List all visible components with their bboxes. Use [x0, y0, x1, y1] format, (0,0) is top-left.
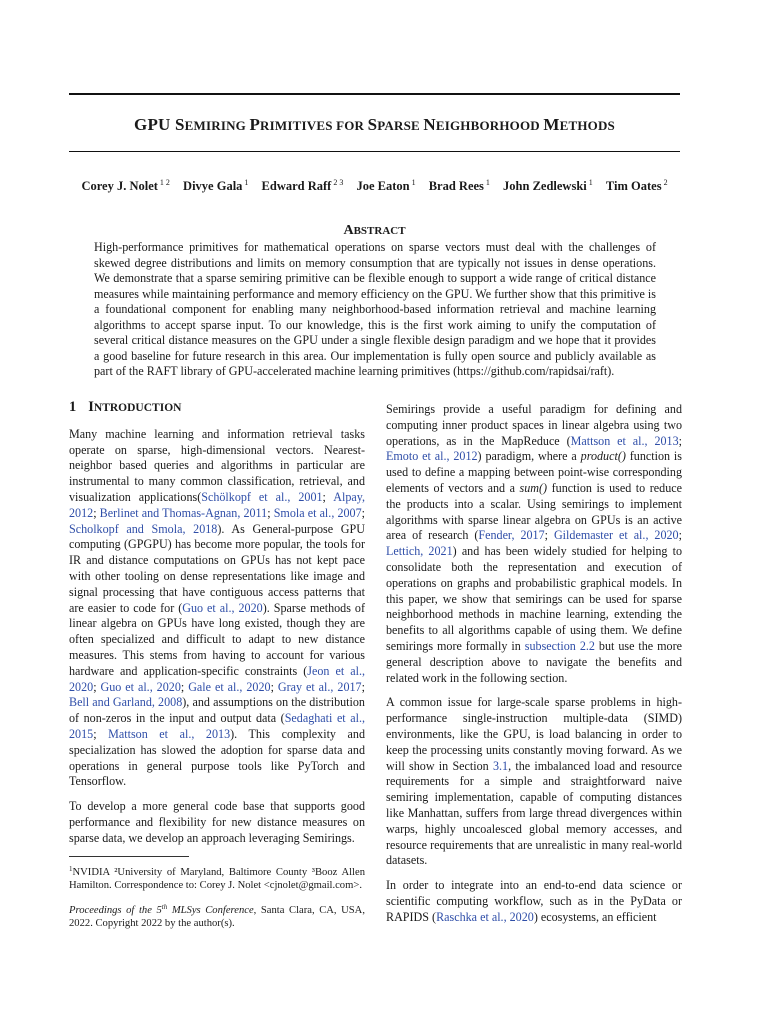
citation-link[interactable]: Mattson et al., 2013: [570, 433, 679, 448]
intro-paragraph: In order to integrate into an end-to-end data science or scientific computing workflow, such as in the PyData or RAPIDS (Raschka et al., 2020) ecosystems, an efficient: [386, 878, 682, 924]
title-rule-top: [69, 93, 680, 95]
abstract-heading: ABSTRACT: [343, 223, 406, 238]
citation-link[interactable]: Lettich, 2021: [386, 544, 453, 559]
section-reference-link[interactable]: 3.1: [492, 758, 509, 773]
citation-link[interactable]: Scholkopf and Smola, 2018: [69, 521, 218, 536]
author: Divye Gala $^1$: [183, 178, 249, 193]
author: John Zedlewski $^1$: [503, 178, 593, 193]
intro-paragraph: Many machine learning and information retrieval tasks operate on sparse, high-dimensional vectors. Nearest-neighbor based queries and algorithms in particular are instrumental to many common classification, retrieval, and visualization applications(Schölkopf et al., 2001; Alpay, 2012; Berlinet and Thomas-Agnan, 2011; Smola et al., 2007; Scholkopf and Smola, 2018). As General-purpose GPU computing (GPGPU) has become more popular, the tools for IR and distance computations on GPUs has not kept pace with other tooling on dense representations like image and signal processing that have contiguous access patterns that are easier to code for (Guo et al., 2020). Sparse methods of linear algebra on GPUs have long existed, though they are often specialized and difficult to adapt to new distance measures. This stems from having to account for various hardware and application-specific constraints (Jeon et al., 2020; Guo et al., 2020; Gale et al., 2020; Gray et al., 2017; Bell and Garland, 2008), and assumptions on the distribution of non-zeros in the input and output data (Sedaghati et al., 2015; Mattson et al., 2013). This complexity and specialization has slowed the adoption for sparse data and operations in general purpose tools like PyTorch and Tensorflow.: [69, 426, 366, 789]
author: Tim Oates $^2$: [605, 178, 668, 193]
citation-link[interactable]: Guo et al., 2020: [100, 679, 181, 694]
citation-link[interactable]: Emoto et al., 2012: [386, 449, 478, 464]
citation-link[interactable]: Alpay, 2012: [69, 489, 366, 520]
intro-paragraph: Semirings provide a useful paradigm for defining and computing inner product spaces in linear algebra using two operations, as in the MapReduce (Mattson et al., 2013; Emoto et al., 2012) paradigm, where a product() function is used to define a mapping between point-wise corresponding elements of vectors and a sum() function is used to reduce the products into a scalar. Using semirings to implement algorithms with sparse linear algebra on GPUs is an active area of research (Fender, 2017; Gildemaster et al., 2020; Lettich, 2021) and has been widely studied for helping to consolidate both the representation and execution of operations on graphs and probabilistic graphical models. In this paper, we show that semirings can be used for sparse neighborhood methods in machine learning, extending the benefits to all algorithms capable of using them. We define semirings more formally in subsection 2.2 but use the more general description above to navigate the benefits and related work in the following section.: [386, 402, 683, 685]
proceedings-footnote: Proceedings of the 5th MLSys Conference, Santa Clara, CA, USA, 2022. Copyright 2022 by the author(s).: [69, 902, 365, 930]
author: Brad Rees $^1$: [428, 178, 490, 193]
citation-link[interactable]: Gildemaster et al., 2020: [553, 528, 679, 543]
citation-link[interactable]: Gale et al., 2020: [188, 679, 271, 694]
title-rule-bottom: [69, 151, 680, 152]
right-column: [386, 402, 682, 935]
citation-link[interactable]: Raschka et al., 2020: [436, 909, 534, 924]
left-column: [69, 400, 365, 939]
citation-link[interactable]: Gray et al., 2017: [277, 679, 362, 694]
footnote-divider: [69, 856, 189, 857]
intro-paragraph: To develop a more general code base that supports good performance and flexibility for new distance measures on sparse data, we develop an approach leveraging Semirings.: [69, 799, 365, 845]
citation-link[interactable]: Sedaghati et al., 2015: [69, 711, 365, 741]
section-heading-introduction: 1 INTRODUCTION: [69, 399, 182, 415]
affiliations-footnote: $^1$NVIDIA ²University of Maryland, Baltimore County ³Booz Allen Hamilton. Correspondence to: Corey J. Nolet <cjnolet@gmail.com>.: [69, 864, 365, 891]
author: Corey J. Nolet $^{1 2}$: [81, 178, 170, 193]
citation-link[interactable]: Schölkopf et al., 2001: [201, 489, 323, 504]
citation-link[interactable]: Bell and Garland, 2008: [69, 695, 183, 710]
author: Joe Eaton $^1$: [356, 178, 416, 193]
citation-link[interactable]: Jeon et al., 2020: [69, 663, 365, 694]
author: Edward Raff $^{2 3}$: [261, 178, 344, 193]
citation-link[interactable]: Fender, 2017: [478, 528, 545, 543]
citation-link[interactable]: Berlinet and Thomas-Agnan, 2011: [99, 505, 268, 520]
abstract-text: High-performance primitives for mathematical operations on sparse vectors must deal with the challenges of skewed degree distributions and limits on memory consumption that are typically not issues in dense operations. We demonstrate that a sparse semiring primitive can be flexible enough to support a wide range of critical distance measures while maintaining performance and memory efficiency on the GPU. We further show that this primitive is a foundational component for enabling many neighborhood-based information retrieval and machine learning algorithms to accept sparse input. To our knowledge, this is the first work aiming to unify the computation of several critical distance measures on the GPU under a single flexible design paradigm and we hope that it provides a good baseline for future research in this area. Our implementation is fully open source and publicly available as part of the RAFT library of GPU-accelerated machine learning primitives (https://github.com/rapidsai/raft).: [94, 240, 656, 378]
citation-link[interactable]: Smola et al., 2007: [273, 505, 362, 520]
author-list: [69, 178, 680, 194]
citation-link[interactable]: Guo et al., 2020: [182, 600, 263, 615]
citation-link[interactable]: Mattson et al., 2013: [108, 726, 231, 741]
intro-paragraph: A common issue for large-scale sparse problems in high-performance single-instruction multiple-data (SIMD) environments, like the GPU, is load balancing in order to keep the processing units constantly moving forward. As we will show in Section 3.1, the imbalanced load and resource requirements for a simple and straightforward naive semiring implementation, capable of computing distances like Manhattan, suffers from large thread divergences within warps, highly uncoalesced global memory accesses, and resource requirements that are unrealistic in many real-world datasets.: [386, 695, 682, 868]
section-reference-link[interactable]: subsection 2.2: [524, 638, 595, 653]
paper-title: GPU SEMIRING PRIMITIVES FOR SPARSE NEIGHBORHOOD METHODS: [134, 115, 615, 134]
